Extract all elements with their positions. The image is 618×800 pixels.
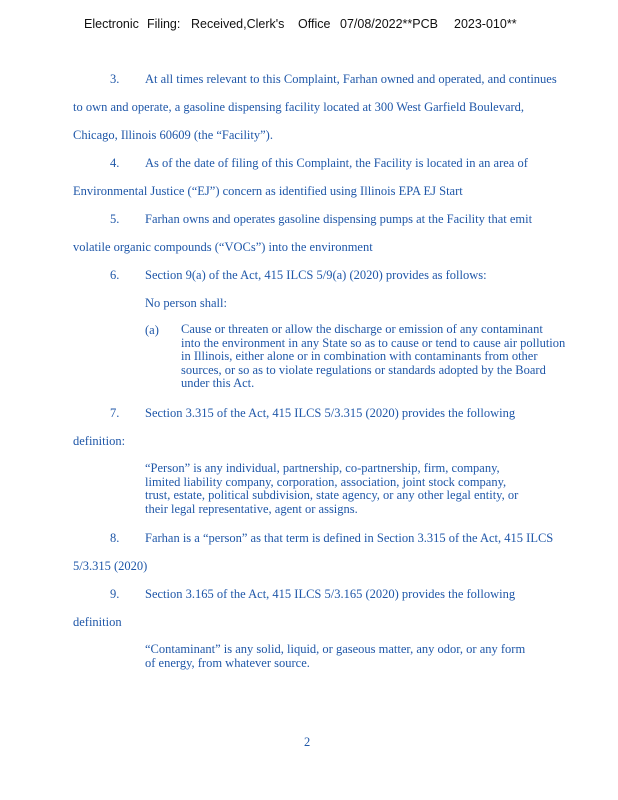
paragraph-number: 7. (110, 406, 120, 420)
paragraph-line: Environmental Justice (“EJ”) concern as identified using Illinois EPA EJ Start (73, 184, 463, 198)
paragraph-line: Farhan owns and operates gasoline dispensing pumps at the Facility that emit (145, 212, 533, 226)
quote-line: trust, estate, political subdivision, state agency, or any other legal entity, or (145, 488, 519, 502)
header-docket: 2023-010** (454, 17, 517, 31)
quote-line: “Contaminant” is any solid, liquid, or gaseous matter, any odor, or any form (145, 642, 526, 656)
header-received: Received,Clerk's (191, 17, 285, 31)
quote-line: into the environment in any State so as to cause or tend to cause air pollution (181, 335, 566, 350)
quote-line: in Illinois, either alone or in combination with contaminants from other (181, 349, 538, 363)
paragraph-line: As of the date of filing of this Complaint, the Facility is located in an area of (145, 156, 528, 170)
paragraph-line: definition: (73, 434, 126, 448)
block-quote (181, 323, 565, 391)
paragraph-line: Section 9(a) of the Act, 415 ILCS 5/9(a) (2020) provides as follows: (145, 268, 487, 282)
paragraph-number: 6. (110, 268, 120, 282)
quote-line: “Person” is any individual, partnership, co-partnership, firm, company, (145, 461, 500, 475)
paragraph-line: Chicago, Illinois 60609 (the “Facility”). (73, 128, 273, 142)
header-filing: Filing: (147, 17, 181, 31)
paragraph-line: Farhan is a “person” as that term is defined in Section 3.315 of the Act, 415 ILCS (145, 531, 554, 545)
paragraph-line: Section 3.315 of the Act, 415 ILCS 5/3.315 (2020) provides the following (145, 406, 516, 420)
paragraph-line: to own and operate, a gasoline dispensing facility located at 300 West Garfield Boulevard, (73, 100, 525, 114)
paragraph-line: 5/3.315 (2020) (73, 559, 148, 573)
quote-line: their legal representative, agent or assigns. (145, 501, 358, 516)
page-number: 2 (304, 735, 311, 749)
quote-line: limited liability company, corporation, association, joint stock company, (145, 474, 507, 489)
quote-line: under this Act. (181, 376, 255, 390)
paragraph-line: Section 3.165 of the Act, 415 ILCS 5/3.165 (2020) provides the following (145, 587, 516, 601)
quote-sub-label: (a) (145, 323, 159, 337)
quote-line: sources, or so as to violate regulations or standards adopted by the Board (181, 362, 546, 377)
header-date: 07/08/2022**PCB (340, 17, 438, 31)
quote-line: of energy, from whatever source. (145, 655, 310, 670)
header-electronic: Electronic (84, 17, 139, 31)
paragraph-number: 9. (110, 587, 120, 601)
quote-line: Cause or threaten or allow the discharge or emission of any contaminant (181, 322, 543, 336)
block-quote (145, 462, 518, 516)
paragraph-number: 8. (110, 531, 120, 545)
paragraph-number: 4. (110, 156, 120, 170)
block-quote (145, 643, 525, 670)
quote-lead: No person shall: (145, 296, 227, 310)
paragraph-line: At all times relevant to this Complaint, Farhan owned and operated, and continues (145, 72, 557, 86)
paragraph-line: volatile organic compounds (“VOCs”) into the environment (73, 240, 373, 254)
paragraph-number: 5. (110, 212, 120, 226)
paragraph-number: 3. (110, 72, 120, 86)
paragraph-line: definition (73, 615, 122, 629)
header-office: Office (298, 17, 331, 31)
